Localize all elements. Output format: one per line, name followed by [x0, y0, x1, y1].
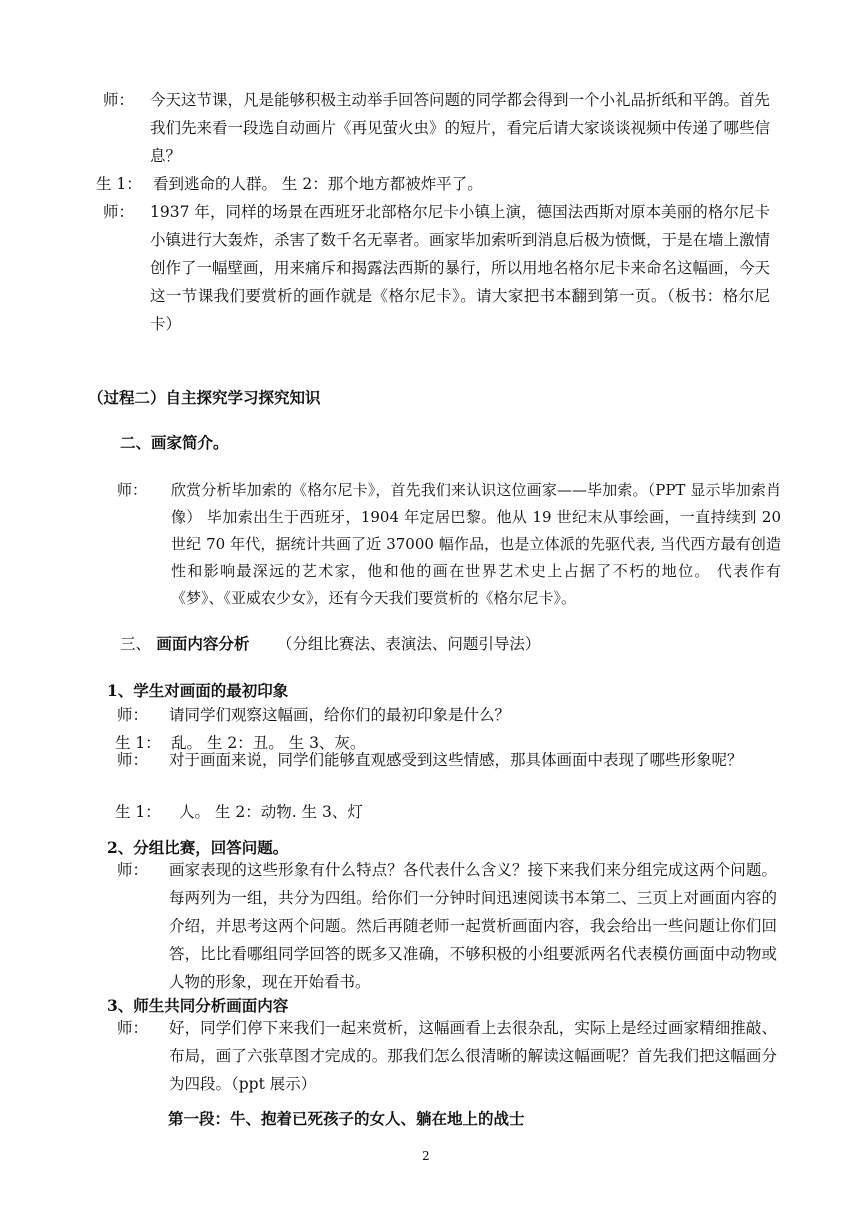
- section-heading: （过程二）自主探究学习探究知识: [88, 388, 321, 407]
- segment-heading: 第一段：牛、抱着已死孩子的女人、躺在地上的战士: [168, 1109, 525, 1128]
- speaker-label: 师：: [117, 751, 149, 769]
- page-number: 2: [422, 1149, 430, 1163]
- dialogue-text: 乱。 生 2：丑。 生 3、灰。: [171, 734, 366, 752]
- section-number: 三、: [120, 635, 152, 653]
- dialogue-text: 好，同学们停下来我们一起来赏析，这幅画看上去很杂乱，实际上是经过画家精细推敲、布局，画了六张草图才完成的。那我们怎么很清晰的解读这幅画呢？首先我们把这幅画分为四段。（ppt 展示）: [169, 1019, 777, 1093]
- dialogue-line: [117, 477, 781, 612]
- dialogue-text: 画家表现的这些形象有什么特点？各代表什么含义？接下来我们来分组完成这两个问题。每两列为一组，共分为四组。给你们一分钟时间迅速阅读书本第二、三页上对画面内容的介绍，并思考这两个问题。然后再随老师一起赏析画面内容，我会给出一些问题让你们回答，比比看哪组同学回答的既多又准确，不够积极的小组要派两名代表模仿画面中动物或人物的形象，现在开始看书。: [169, 861, 777, 991]
- dialogue-text: 对于画面来说，同学们能够直观感受到这些情感，那具体画面中表现了哪些形象呢？: [169, 751, 743, 769]
- dialogue-text: 看到逃命的人群。 生 2：那个地方都被炸平了。: [153, 175, 483, 193]
- dialogue-text: 人。 生 2：动物. 生 3、灯: [179, 803, 363, 821]
- speaker-label: 师：: [103, 203, 135, 221]
- section-title: 画面内容分析: [156, 634, 250, 653]
- speaker-label: 师：: [117, 1019, 149, 1037]
- dialogue-text: 今天这节课，凡是能够积极主动举手回答问题的同学都会得到一个小礼品折纸和平鸽。首先我们先来看一段选自动画片《再见萤火虫》的短片，看完后请大家谈谈视频中传递了哪些信息？: [150, 91, 771, 165]
- speaker-label: 师：: [117, 481, 148, 499]
- dialogue-line: [103, 86, 770, 170]
- section-heading: [120, 632, 540, 656]
- dialogue-line: [117, 746, 774, 774]
- dialogue-line: [117, 1014, 777, 1098]
- section-note: （分组比赛法、表演法、问题引导法）: [276, 635, 541, 653]
- dialogue-line: [117, 701, 779, 729]
- dialogue-text: 1937 年，同样的场景在西班牙北部格尔尼卡小镇上演，德国法西斯对原本美丽的格尔尼卡小镇进行大轰炸，杀害了数千名无辜者。画家毕加索听到消息后极为愤慨，于是在墙上激情创作了一幅壁画，用来痛斥和揭露法西斯的暴行，所以用地名格尔尼卡来命名这幅画，今天这一节课我们要赏析的画作就是《格尔尼卡》。请大家把书本翻到第一页。（板书：格尔尼卡）: [150, 203, 771, 333]
- dialogue-line: [117, 856, 777, 996]
- speaker-label: 生 1：: [115, 734, 161, 752]
- dialogue-line: [103, 198, 770, 338]
- subsection-heading: 1、学生对画面的最初印象: [107, 681, 289, 700]
- speaker-label: 师：: [103, 91, 135, 109]
- speaker-label: 师：: [117, 706, 149, 724]
- dialogue-line: [96, 170, 763, 198]
- section-heading: 二、画家简介。: [120, 433, 229, 452]
- subsection-heading: 2、分组比赛，回答问题。: [107, 838, 289, 857]
- speaker-label: 师：: [117, 861, 149, 879]
- speaker-label: 生 1：: [96, 175, 142, 193]
- subsection-heading: 3、师生共同分析画面内容: [107, 996, 289, 1015]
- speaker-label: 生 1：: [115, 803, 161, 821]
- dialogue-text: 请同学们观察这幅画，给你们的最初印象是什么？: [169, 706, 511, 724]
- dialogue-line: [115, 798, 779, 826]
- dialogue-text: 欣赏分析毕加索的《格尔尼卡》，首先我们来认识这位画家——毕加索。（PPT 显示毕加索肖像） 毕加索出生于西班牙，1904 年定居巴黎。他从 19 世纪末从事绘画，一直持续到 20 世纪 70 年代，据统计共画了近 37000 幅作品，也是立体派的先驱代表, 当代西方最有创造性和影响最深远的艺术家，他和他的画在世界艺术史上占据了不朽的地位。 代表作有《梦》、《亚威农少女》，还有今天我们要赏析的《格尔尼卡》。: [171, 481, 781, 607]
